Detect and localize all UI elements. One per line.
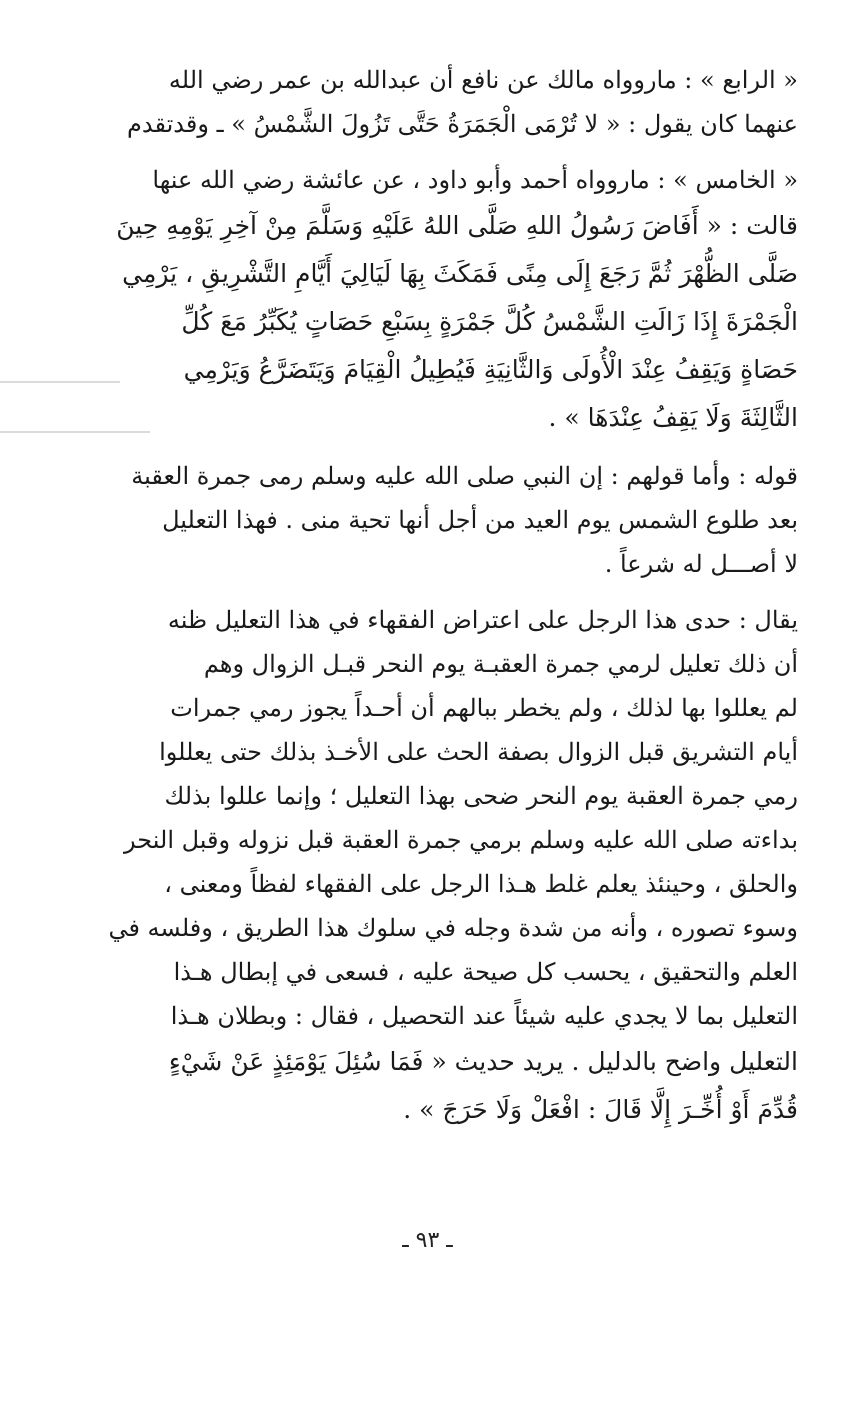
hadith-line: التعليل واضح بالدليل . يريد حديث « فَمَا سُئِلَ يَوْمَئِذٍ عَنْ شَيْءٍ	[168, 1047, 798, 1076]
text-line: بعد طلوع الشمس يوم العيد من أجل أنها تحية منى . فهذا التعليل	[162, 506, 798, 534]
document-body	[108, 58, 798, 1134]
scan-speckle	[0, 431, 150, 433]
hadith-line: قُدِّمَ أَوْ أُخِّـرَ إِلَّا قَالَ : افْعَلْ وَلَا حَرَجَ » .	[403, 1095, 798, 1124]
text-line: رمي جمرة العقبة يوم النحر ضحى بهذا التعليل ؛ وإنما عللوا بذلك	[164, 782, 798, 810]
text-line: وسوء تصوره ، وأنه من شدة وجله في سلوك هذا الطريق ، وفلسه في	[108, 914, 798, 942]
text-line: لم يعللوا بها لذلك ، ولم يخطر ببالهم أن أحـداً يجوز رمي جمرات	[170, 694, 798, 722]
text-line: أيام التشريق قبل الزوال بصفة الحث على الأخـذ بذلك حتى يعللوا	[159, 738, 798, 766]
text-line: قوله : وأما قولهم : إن النبي صلى الله عليه وسلم رمى جمرة العقبة	[131, 462, 798, 490]
paragraph-fifth	[116, 158, 798, 442]
hadith-line: الْجَمْرَةَ إِذَا زَالَتِ الشَّمْسُ كُلَّ جَمْرَةٍ بِسَبْعِ حَصَاتٍ يُكَبِّرُ مَعَ كُلِّ	[181, 307, 798, 336]
text-line: والحلق ، وحينئذ يعلم غلط هـذا الرجل على الفقهاء لفظاً ومعنى ،	[164, 870, 798, 898]
text-line: أن ذلك تعليل لرمي جمرة العقبـة يوم النحر قبـل الزوال وهم	[203, 650, 798, 678]
hadith-line: صَلَّى الظُّهْرَ ثُمَّ رَجَعَ إِلَى مِنًى فَمَكَثَ بِهَا لَيَالِيَ أَيَّامِ التَّشْرِيقِ ، يَرْمِي	[122, 259, 798, 288]
text-line: لا أصـــل له شرعاً .	[604, 550, 798, 578]
hadith-line: قالت : « أَفَاضَ رَسُولُ اللهِ صَلَّى اللهُ عَلَيْهِ وَسَلَّمَ مِنْ آخِرِ يَوْمِهِ حِينَ	[116, 211, 798, 240]
text-line: « الخامس » : ماروواه أحمد وأبو داود ، عن عائشة رضي الله عنها	[152, 166, 798, 194]
text-line: التعليل بما لا يجدي عليه شيئاً عند التحصيل ، فقال : وبطلان هـذا	[170, 1002, 798, 1030]
paragraph-response	[108, 598, 798, 1134]
text-line: العلم والتحقيق ، يحسب كل صيحة عليه ، فسعى في إبطال هـذا	[173, 958, 798, 986]
page-number: ـ ٩٣ ـ	[402, 1228, 453, 1253]
paragraph-quote	[131, 454, 798, 586]
text-line: يقال : حدى هذا الرجل على اعتراض الفقهاء في هذا التعليل ظنه	[167, 606, 798, 634]
hadith-line: حَصَاةٍ وَيَقِفُ عِنْدَ الْأُولَى وَالثَّانِيَةِ فَيُطِيلُ الْقِيَامَ وَيَتَضَرَّعُ وَيَرْمِي	[183, 355, 798, 384]
scan-speckle	[0, 381, 120, 383]
hadith-line: الثَّالِثَةَ وَلَا يَقِفُ عِنْدَهَا » .	[548, 403, 798, 432]
paragraph-fourth	[127, 58, 798, 146]
text-line: « الرابع » : ماروواه مالك عن نافع أن عبدالله بن عمر رضي الله	[168, 66, 798, 94]
text-line: عنهما كان يقول : « لا تُرْمَى الْجَمَرَةُ حَتَّى تَزُولَ الشَّمْسُ » ـ وقدتقدم	[127, 110, 798, 138]
text-line: بداءته صلى الله عليه وسلم برمي جمرة العقبة قبل نزوله وقبل النحر	[124, 826, 798, 854]
